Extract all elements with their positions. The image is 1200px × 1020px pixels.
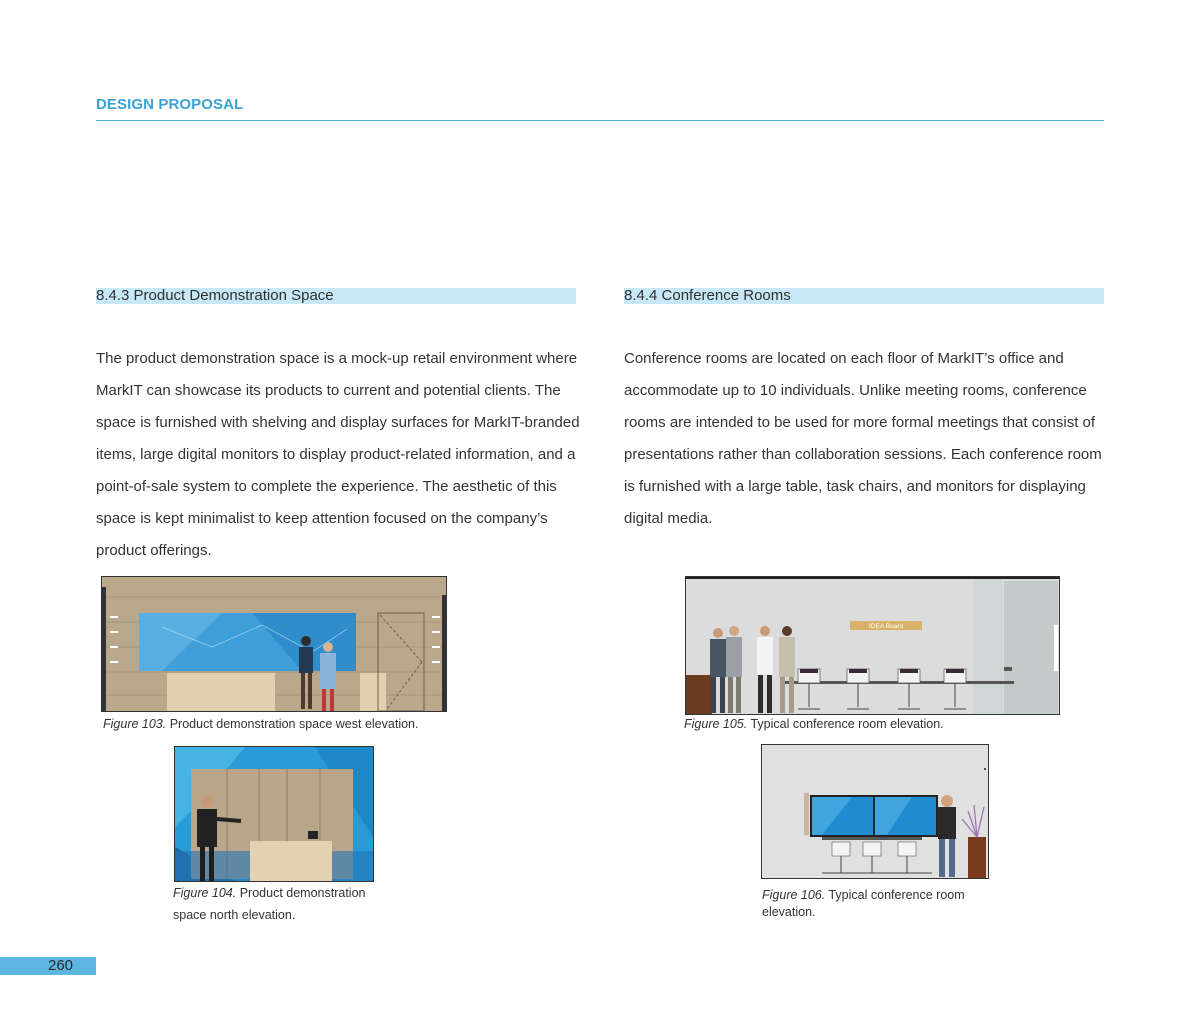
figure-106-number: Figure 106. [762, 888, 826, 902]
figure-104-text-line2: space north elevation. [173, 908, 296, 922]
figure-106-image [761, 744, 989, 879]
figure-103-image [101, 576, 447, 712]
product-demo-paragraph: The product demonstration space is a mock-up retail environment where MarkIT can showcase its products to current and potential clients. The space is furnished with shelving and display surfaces for MarkIT-branded items, large digital monitors to display product-related information, and a point-of-sale system to complete the experience. The aesthetic of this space is kept minimalist to keep attention focused on the company’s product offerings. [96, 350, 580, 559]
conference-paragraph: Conference rooms are located on each floor of MarkIT’s office and accommodate up to 10 individuals. Unlike meeting rooms, conference rooms are intended to be used for more formal meetings that consist of presentations rather than collaboration sessions. Each conference room is furnished with a large table, task chairs, and monitors for displaying digital media. [624, 350, 1102, 527]
figure-104-text: Product demonstration [239, 886, 366, 900]
figure-103-text: Product demonstration space west elevation. [169, 717, 419, 731]
figure-104-caption [173, 882, 365, 926]
figure-105-image [685, 576, 1060, 715]
figure-106-text-line2: elevation. [762, 905, 816, 919]
figure-103-caption [103, 713, 418, 735]
figure-106-caption [762, 884, 965, 923]
figure-104-image [174, 746, 374, 882]
figure-105-caption [684, 713, 944, 735]
conference-body [624, 343, 1108, 535]
product-demo-body [96, 343, 586, 567]
header-rule [96, 120, 1104, 121]
figure-104-caption-line1 [173, 882, 365, 904]
running-header: DESIGN PROPOSAL [96, 96, 244, 113]
idea-board-sign: IDEA Board [869, 623, 903, 630]
page-number: 260 [48, 957, 74, 974]
figure-106-text: Typical conference room [828, 888, 965, 902]
figure-104-number: Figure 104. [173, 886, 237, 900]
section-heading-product-demo: 8.4.3 Product Demonstration Space [96, 288, 576, 304]
figure-105-number: Figure 105. [684, 717, 748, 731]
section-heading-conference: 8.4.4 Conference Rooms [624, 288, 1104, 304]
figure-105-text: Typical conference room elevation. [750, 717, 944, 731]
figure-103-number: Figure 103. [103, 717, 167, 731]
